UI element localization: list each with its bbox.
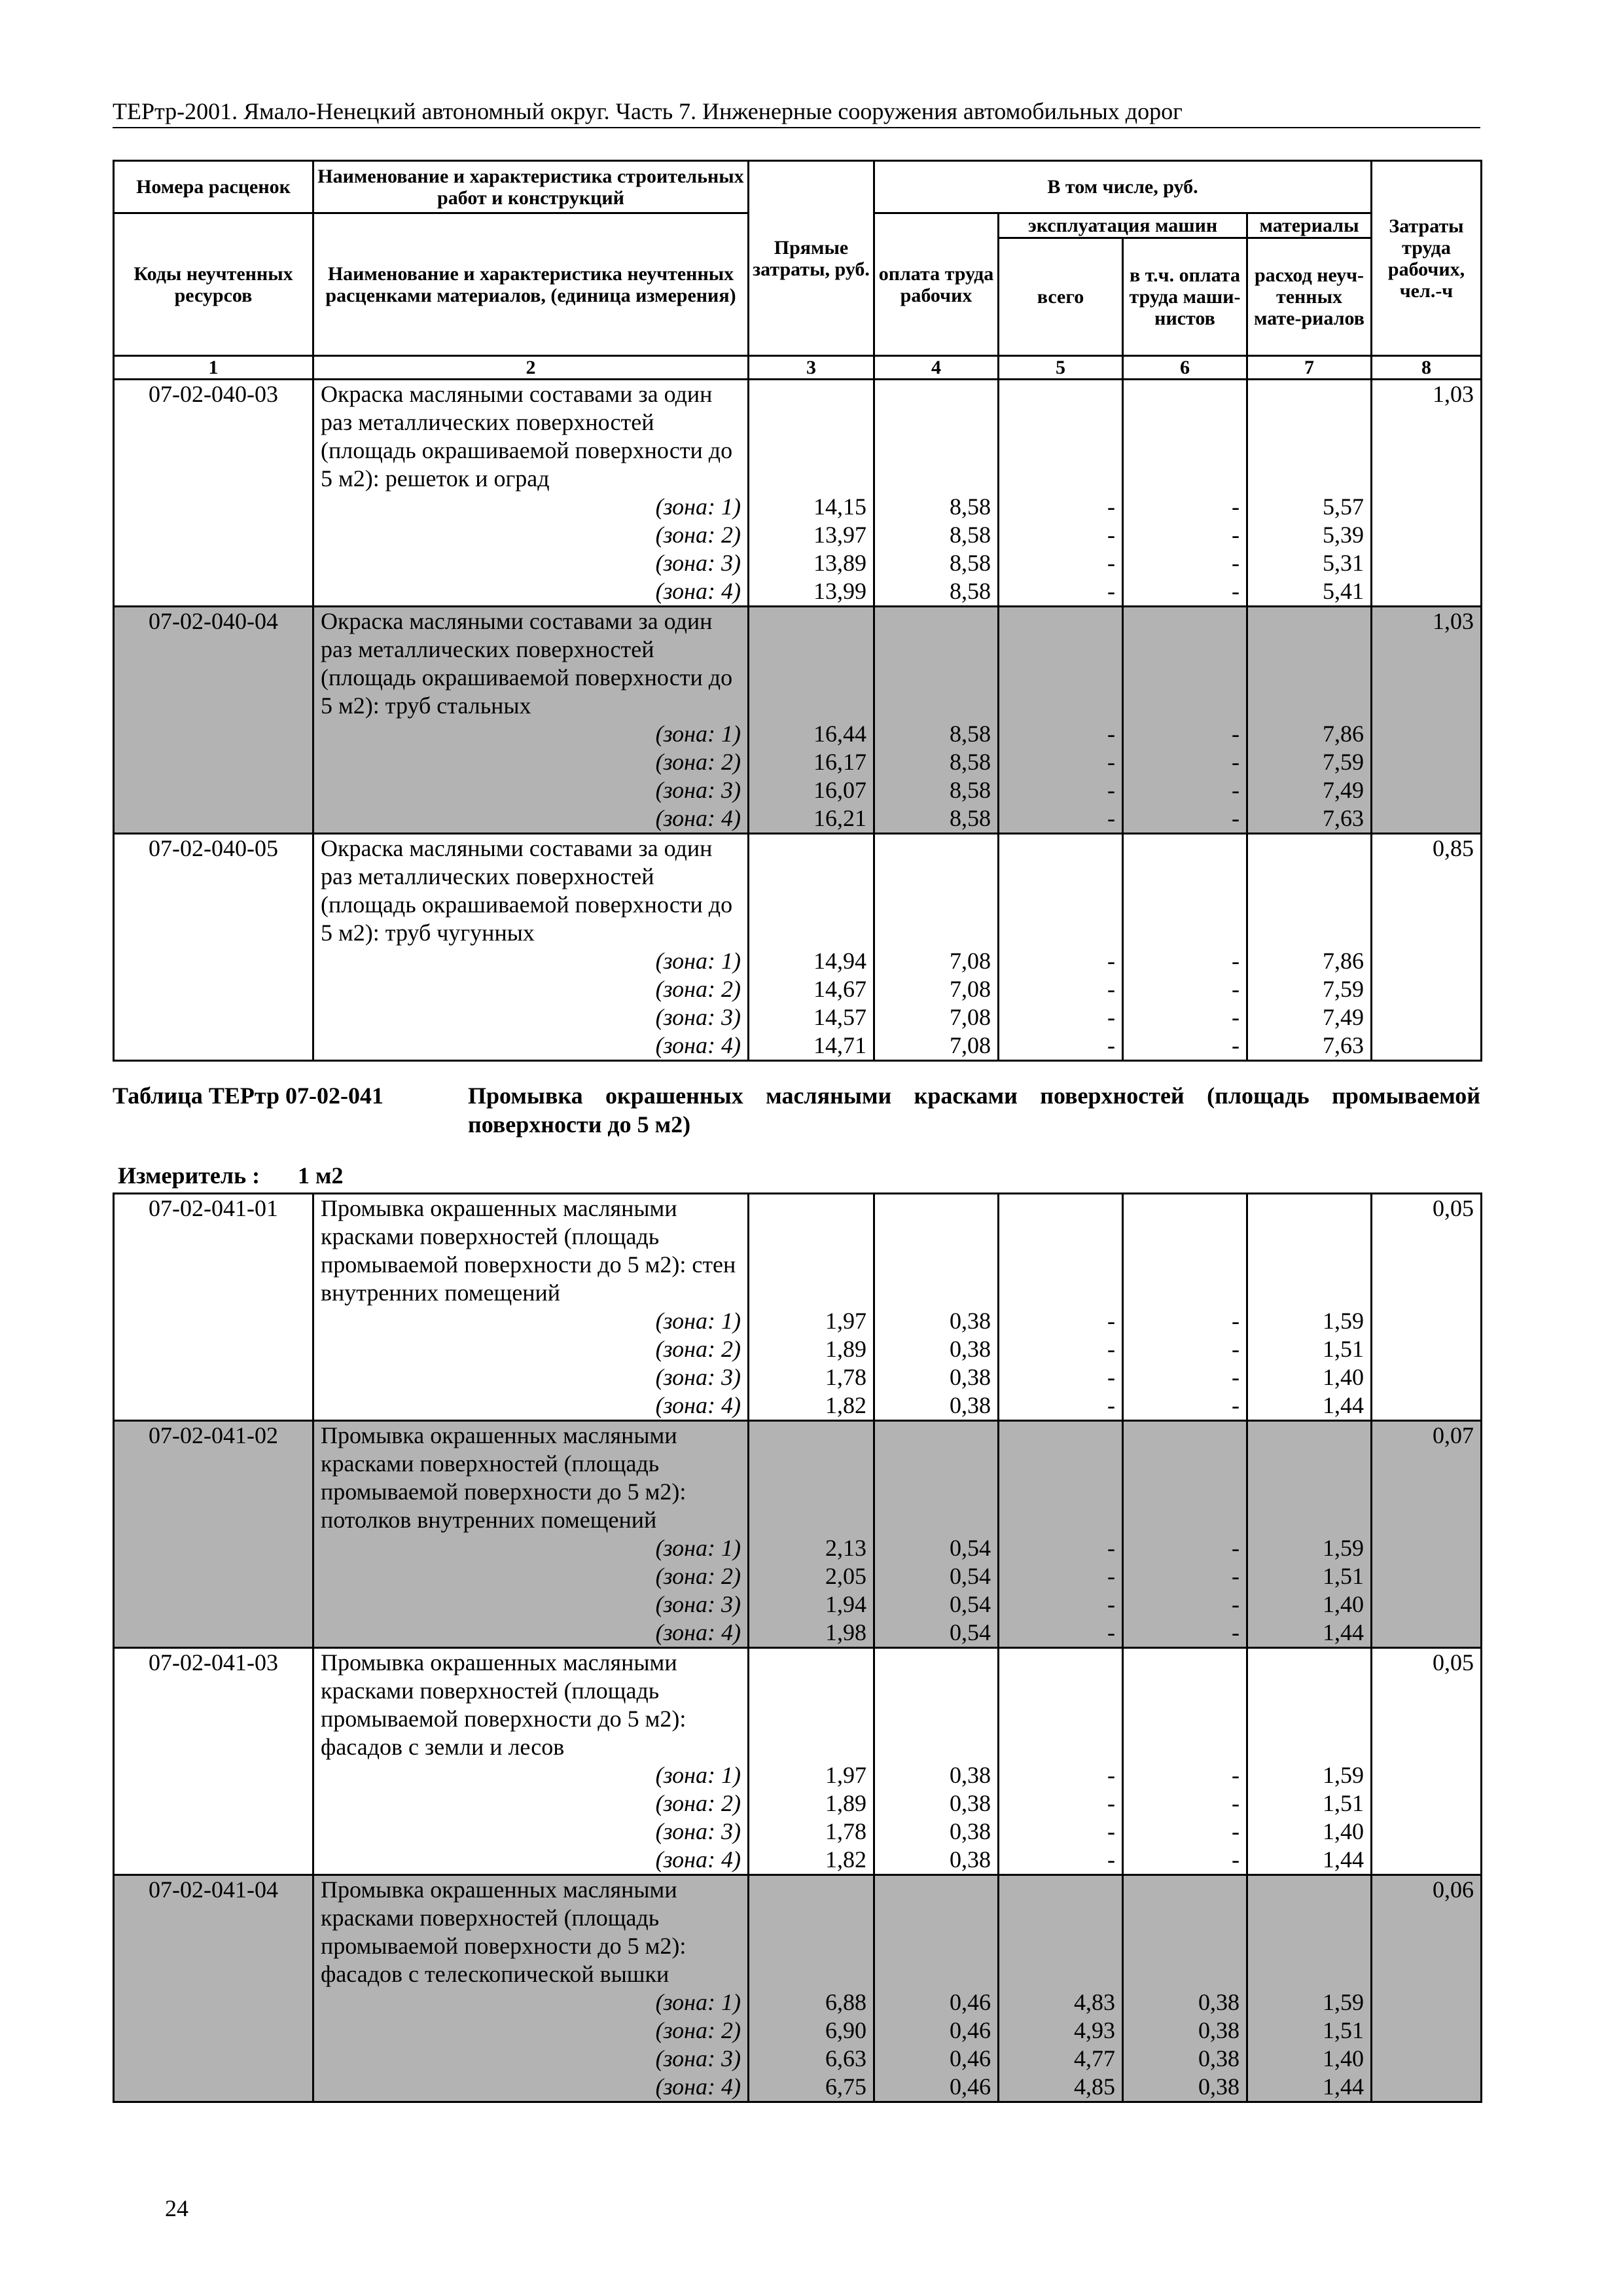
zone-label: (зона: 2) (655, 976, 741, 1002)
direct-costs-value: 1,89 (825, 1336, 866, 1362)
machinist-pay-value: - (1232, 1790, 1240, 1816)
machines-total (999, 1648, 1123, 1875)
worker-pay-value: 0,46 (950, 2045, 991, 2072)
materials-value: 1,44 (1323, 1619, 1364, 1645)
materials-value: 5,39 (1323, 522, 1364, 548)
machinist-pay-value: - (1232, 1392, 1240, 1418)
machinist-pay-value: - (1232, 578, 1240, 604)
worker-pay-value: 0,38 (950, 1762, 991, 1788)
materials-value: 5,57 (1323, 493, 1364, 520)
direct-costs-value: 14,15 (813, 493, 866, 520)
worker-pay (874, 380, 999, 607)
zone-label: (зона: 4) (655, 578, 741, 604)
rate-code-value: 07-02-040-05 (149, 835, 278, 861)
machinist-pay-value: - (1232, 948, 1240, 974)
zone-label: (зона: 1) (655, 1989, 741, 2015)
direct-costs-value: 2,05 (825, 1563, 866, 1589)
labor-costs (1372, 1875, 1482, 2102)
machines-total (999, 1875, 1123, 2102)
zone-label: (зона: 1) (655, 1308, 741, 1334)
zone-label: (зона: 2) (655, 1563, 741, 1589)
rate-code-value: 07-02-041-02 (149, 1422, 278, 1448)
zone-label: (зона: 1) (655, 1762, 741, 1788)
worker-pay (874, 834, 999, 1061)
materials-value: 1,40 (1323, 1818, 1364, 1844)
worker-pay-value: 0,46 (950, 1989, 991, 2015)
labor-costs (1372, 1421, 1482, 1648)
materials-value: 1,59 (1323, 1762, 1364, 1788)
direct-costs-value: 1,98 (825, 1619, 866, 1645)
machines-total-value: - (1107, 1535, 1115, 1561)
rate-code-value: 07-02-041-03 (149, 1649, 278, 1676)
materials-value: 7,59 (1323, 749, 1364, 775)
machinist-pay-value: - (1232, 777, 1240, 803)
col-labor-header: Затраты труда рабочих, чел.-ч (1372, 161, 1482, 356)
worker-pay (874, 607, 999, 834)
zone-label: (зона: 2) (655, 749, 741, 775)
machines-total-value: - (1107, 805, 1115, 831)
col-machines-total-header: всего (999, 238, 1123, 356)
section-table-label: Таблица ТЕРтр 07-02-041 (113, 1083, 384, 1109)
direct-costs-value: 16,07 (813, 777, 866, 803)
col-nomera-header: Номера расценок (114, 161, 313, 213)
col-codes-header: Коды неучтенных ресурсов (114, 213, 313, 356)
direct-costs-value: 1,78 (825, 1818, 866, 1844)
machinist-pay (1123, 1194, 1247, 1421)
worker-pay-value: 8,58 (950, 493, 991, 520)
direct-costs-value: 6,75 (825, 2073, 866, 2100)
machinist-pay-value: - (1232, 1818, 1240, 1844)
direct-costs-value: 1,94 (825, 1591, 866, 1617)
direct-costs-value: 1,89 (825, 1790, 866, 1816)
direct-costs-value: 14,57 (813, 1004, 866, 1030)
machinist-pay-value: - (1232, 1032, 1240, 1058)
materials (1247, 380, 1372, 607)
meter-label: Измеритель : (118, 1162, 260, 1189)
materials-value: 1,44 (1323, 1846, 1364, 1873)
worker-pay-value: 0,54 (950, 1535, 991, 1561)
materials-value: 7,86 (1323, 948, 1364, 974)
materials (1247, 607, 1372, 834)
zone-label: (зона: 2) (655, 1790, 741, 1816)
materials-value: 5,31 (1323, 550, 1364, 576)
direct-costs-value: 1,82 (825, 1392, 866, 1418)
worker-pay-value: 8,58 (950, 805, 991, 831)
machines-total-value: - (1107, 522, 1115, 548)
zone-label: (зона: 4) (655, 1032, 741, 1058)
rate-row (114, 1875, 1482, 2102)
worker-pay (874, 1421, 999, 1648)
page-number: 24 (165, 2195, 188, 2221)
machines-total-value: - (1107, 1004, 1115, 1030)
machines-total (999, 1194, 1123, 1421)
rate-row (114, 1194, 1482, 1421)
worker-pay-value: 8,58 (950, 578, 991, 604)
rate-code-value: 07-02-041-04 (149, 1876, 278, 1903)
machinist-pay-value: - (1232, 805, 1240, 831)
machines-total (999, 607, 1123, 834)
rate-name (313, 1194, 749, 1421)
worker-pay-value: 8,58 (950, 550, 991, 576)
rate-row (114, 1421, 1482, 1648)
direct-costs (749, 607, 874, 834)
meter-line (118, 1161, 344, 1190)
machines-total-value: - (1107, 578, 1115, 604)
zone-label: (зона: 4) (655, 1846, 741, 1873)
rate-name (313, 607, 749, 834)
materials-value: 7,63 (1323, 805, 1364, 831)
rate-row (114, 607, 1482, 834)
materials-value: 7,49 (1323, 1004, 1364, 1030)
materials-value: 1,40 (1323, 1591, 1364, 1617)
page-header: ТЕРтр-2001. Ямало-Ненецкий автономный округ. Часть 7. Инженерные сооружения автомобильных дорог (113, 97, 1480, 128)
rates-table-041 (113, 1193, 1482, 2103)
direct-costs-value: 14,94 (813, 948, 866, 974)
worker-pay-value: 8,58 (950, 749, 991, 775)
direct-costs-value: 6,63 (825, 2045, 866, 2072)
machines-total-value: - (1107, 1336, 1115, 1362)
zone-label: (зона: 3) (655, 1364, 741, 1390)
rate-code (114, 834, 313, 1061)
machines-total-value: - (1107, 1818, 1115, 1844)
machinist-pay-value: - (1232, 1004, 1240, 1030)
machines-total-value: - (1107, 1619, 1115, 1645)
rate-name (313, 1421, 749, 1648)
direct-costs-value: 1,97 (825, 1762, 866, 1788)
rate-description: Промывка окрашенных масляными красками поверхностей (площадь промываемой поверхности до 5 м2): фасадов с телескопической вышки (321, 1876, 687, 1987)
materials-value: 1,44 (1323, 1392, 1364, 1418)
rate-description: Промывка окрашенных масляными красками поверхностей (площадь промываемой поверхности до 5 м2): стен внутренних помещений (321, 1195, 736, 1306)
rate-code (114, 380, 313, 607)
zone-label: (зона: 2) (655, 1336, 741, 1362)
worker-pay (874, 1875, 999, 2102)
machinist-pay-value: - (1232, 1535, 1240, 1561)
rate-code-value: 07-02-040-03 (149, 381, 278, 407)
materials-value: 7,63 (1323, 1032, 1364, 1058)
zone-label: (зона: 3) (655, 2045, 741, 2072)
materials-value: 1,59 (1323, 1535, 1364, 1561)
materials-value: 7,49 (1323, 777, 1364, 803)
machinist-pay-value: - (1232, 1336, 1240, 1362)
zone-label: (зона: 3) (655, 550, 741, 576)
materials-value: 1,44 (1323, 2073, 1364, 2100)
labor-costs (1372, 380, 1482, 607)
direct-costs-value: 1,82 (825, 1846, 866, 1873)
materials-value: 1,40 (1323, 1364, 1364, 1390)
rates-table-040 (113, 160, 1482, 1062)
machines-total-value: 4,85 (1074, 2073, 1115, 2100)
materials-value: 5,41 (1323, 578, 1364, 604)
rate-name (313, 1875, 749, 2102)
rate-row (114, 380, 1482, 607)
machinist-pay-value: 0,38 (1198, 2017, 1240, 2043)
direct-costs-value: 16,21 (813, 805, 866, 831)
zone-label: (зона: 1) (655, 493, 741, 520)
rate-code (114, 1194, 313, 1421)
rate-code-value: 07-02-040-04 (149, 608, 278, 634)
materials (1247, 834, 1372, 1061)
col-pay-header: оплата труда рабочих (874, 213, 999, 356)
machines-total-value: - (1107, 1308, 1115, 1334)
materials (1247, 1875, 1372, 2102)
direct-costs-value: 6,90 (825, 2017, 866, 2043)
worker-pay-value: 0,54 (950, 1591, 991, 1617)
direct-costs-value: 14,71 (813, 1032, 866, 1058)
direct-costs (749, 1648, 874, 1875)
worker-pay (874, 1194, 999, 1421)
zone-label: (зона: 4) (655, 2073, 741, 2100)
direct-costs (749, 1421, 874, 1648)
col-name2-header: Наименование и характеристика неучтенных расценками материалов, (единица измерения) (313, 213, 749, 356)
materials-value: 1,51 (1323, 1790, 1364, 1816)
rate-row (114, 1648, 1482, 1875)
zone-label: (зона: 1) (655, 721, 741, 747)
col-num-7: 7 (1247, 356, 1372, 380)
direct-costs-value: 2,13 (825, 1535, 866, 1561)
labor-costs (1372, 1648, 1482, 1875)
direct-costs-value: 13,89 (813, 550, 866, 576)
machinist-pay-value: - (1232, 1563, 1240, 1589)
worker-pay-value: 7,08 (950, 1032, 991, 1058)
col-num-2: 2 (313, 356, 749, 380)
zone-label: (зона: 4) (655, 805, 741, 831)
direct-costs-value: 13,97 (813, 522, 866, 548)
machines-total-value: - (1107, 948, 1115, 974)
machinist-pay (1123, 1875, 1247, 2102)
worker-pay-value: 0,46 (950, 2073, 991, 2100)
rate-row (114, 834, 1482, 1061)
machinist-pay-value: - (1232, 1308, 1240, 1334)
machines-total (999, 834, 1123, 1061)
machinist-pay (1123, 1648, 1247, 1875)
col-num-5: 5 (999, 356, 1123, 380)
worker-pay-value: 0,38 (950, 1336, 991, 1362)
direct-costs (749, 1194, 874, 1421)
zone-label: (зона: 2) (655, 2017, 741, 2043)
worker-pay-value: 8,58 (950, 721, 991, 747)
machinist-pay-value: - (1232, 1762, 1240, 1788)
worker-pay-value: 7,08 (950, 1004, 991, 1030)
machines-total-value: - (1107, 721, 1115, 747)
rate-code (114, 1875, 313, 2102)
section-title: Промывка окрашенных масляными красками поверхностей (площадь промываемой поверхности до 5 м2) (468, 1083, 1480, 1138)
worker-pay-value: 0,38 (950, 1392, 991, 1418)
direct-costs-value: 14,67 (813, 976, 866, 1002)
machines-total-value: - (1107, 493, 1115, 520)
rate-code (114, 1421, 313, 1648)
col-direct-header: Прямые затраты, руб. (749, 161, 874, 356)
direct-costs-value: 16,44 (813, 721, 866, 747)
machines-total-value: - (1107, 1591, 1115, 1617)
labor-costs-value: 1,03 (1433, 608, 1474, 634)
rate-description: Промывка окрашенных масляными красками поверхностей (площадь промываемой поверхности до 5 м2): потолков внутренних помещений (321, 1422, 687, 1533)
zone-label: (зона: 3) (655, 1818, 741, 1844)
rate-description: Окраска масляными составами за один раз металлических поверхностей (площадь окрашиваемой поверхности до 5 м2): труб чугунных (321, 835, 733, 946)
col-machines-header: эксплуатация машин (999, 213, 1247, 238)
direct-costs-value: 1,78 (825, 1364, 866, 1390)
zone-label: (зона: 1) (655, 948, 741, 974)
machinist-pay (1123, 1421, 1247, 1648)
col-name-header: Наименование и характеристика строительных работ и конструкций (313, 161, 749, 213)
col-num-8: 8 (1372, 356, 1482, 380)
labor-costs (1372, 1194, 1482, 1421)
machines-total (999, 1421, 1123, 1648)
labor-costs (1372, 834, 1482, 1061)
machines-total-value: 4,93 (1074, 2017, 1115, 2043)
machines-total-value: - (1107, 976, 1115, 1002)
col-num-1: 1 (114, 356, 313, 380)
col-material-usage-header: расход неуч-тенных мате-риалов (1247, 238, 1372, 356)
machines-total-value: 4,77 (1074, 2045, 1115, 2072)
machinist-pay-value: 0,38 (1198, 2073, 1240, 2100)
machines-total-value: - (1107, 1846, 1115, 1873)
direct-costs-value: 1,97 (825, 1308, 866, 1334)
labor-costs-value: 0,05 (1433, 1649, 1474, 1676)
worker-pay-value: 0,38 (950, 1790, 991, 1816)
machines-total-value: - (1107, 1032, 1115, 1058)
machinist-pay-value: - (1232, 976, 1240, 1002)
zone-label: (зона: 1) (655, 1535, 741, 1561)
zone-label: (зона: 3) (655, 1004, 741, 1030)
worker-pay-value: 7,08 (950, 976, 991, 1002)
zone-label: (зона: 4) (655, 1619, 741, 1645)
machinist-pay-value: 0,38 (1198, 1989, 1240, 2015)
machinist-pay-value: - (1232, 522, 1240, 548)
machinist-pay-value: - (1232, 493, 1240, 520)
rate-code (114, 1648, 313, 1875)
materials (1247, 1421, 1372, 1648)
labor-costs-value: 0,07 (1433, 1422, 1474, 1448)
col-num-3: 3 (749, 356, 874, 380)
machinist-pay-value: - (1232, 1619, 1240, 1645)
col-materials-header: материалы (1247, 213, 1372, 238)
meter-value: 1 м2 (298, 1162, 344, 1189)
machinist-pay-value: 0,38 (1198, 2045, 1240, 2072)
machinist-pay (1123, 834, 1247, 1061)
machinist-pay-value: - (1232, 721, 1240, 747)
worker-pay-value: 0,38 (950, 1364, 991, 1390)
machines-total-value: - (1107, 550, 1115, 576)
machines-total-value: - (1107, 777, 1115, 803)
machines-total-value: - (1107, 1364, 1115, 1390)
rate-name (313, 380, 749, 607)
worker-pay-value: 8,58 (950, 777, 991, 803)
zone-label: (зона: 2) (655, 522, 741, 548)
materials-value: 1,51 (1323, 1336, 1364, 1362)
machinist-pay-value: - (1232, 550, 1240, 576)
materials-value: 7,59 (1323, 976, 1364, 1002)
machines-total-value: 4,83 (1074, 1989, 1115, 2015)
machines-total-value: - (1107, 1563, 1115, 1589)
rate-description: Окраска масляными составами за один раз металлических поверхностей (площадь окрашиваемой поверхности до 5 м2): решеток и оград (321, 381, 733, 492)
direct-costs (749, 834, 874, 1061)
worker-pay-value: 0,54 (950, 1563, 991, 1589)
materials-value: 1,59 (1323, 1989, 1364, 2015)
col-including-header: В том числе, руб. (874, 161, 1372, 213)
materials (1247, 1648, 1372, 1875)
materials-value: 1,51 (1323, 2017, 1364, 2043)
direct-costs-value: 16,17 (813, 749, 866, 775)
materials-value: 1,51 (1323, 1563, 1364, 1589)
machines-total-value: - (1107, 1392, 1115, 1418)
direct-costs-value: 6,88 (825, 1989, 866, 2015)
rate-description: Окраска масляными составами за один раз металлических поверхностей (площадь окрашиваемой поверхности до 5 м2): труб стальных (321, 608, 733, 719)
rate-name (313, 1648, 749, 1875)
worker-pay-value: 0,54 (950, 1619, 991, 1645)
worker-pay-value: 8,58 (950, 522, 991, 548)
labor-costs (1372, 607, 1482, 834)
direct-costs (749, 380, 874, 607)
worker-pay-value: 0,38 (950, 1818, 991, 1844)
machines-total-value: - (1107, 1790, 1115, 1816)
zone-label: (зона: 3) (655, 1591, 741, 1617)
rate-name (313, 834, 749, 1061)
zone-label: (зона: 4) (655, 1392, 741, 1418)
machines-total-value: - (1107, 1762, 1115, 1788)
labor-costs-value: 0,05 (1433, 1195, 1474, 1221)
worker-pay-value: 0,38 (950, 1308, 991, 1334)
machinist-pay-value: - (1232, 749, 1240, 775)
materials-value: 1,40 (1323, 2045, 1364, 2072)
worker-pay-value: 0,38 (950, 1846, 991, 1873)
materials-value: 7,86 (1323, 721, 1364, 747)
machinist-pay-value: - (1232, 1364, 1240, 1390)
worker-pay (874, 1648, 999, 1875)
rate-code (114, 607, 313, 834)
materials-value: 1,59 (1323, 1308, 1364, 1334)
machines-total-value: - (1107, 749, 1115, 775)
col-num-4: 4 (874, 356, 999, 380)
machinist-pay (1123, 607, 1247, 834)
machinist-pay-value: - (1232, 1591, 1240, 1617)
machinist-pay (1123, 380, 1247, 607)
machines-total (999, 380, 1123, 607)
worker-pay-value: 0,46 (950, 2017, 991, 2043)
rate-description: Промывка окрашенных масляными красками поверхностей (площадь промываемой поверхности до 5 м2): фасадов с земли и лесов (321, 1649, 687, 1760)
rate-code-value: 07-02-041-01 (149, 1195, 278, 1221)
labor-costs-value: 1,03 (1433, 381, 1474, 407)
materials (1247, 1194, 1372, 1421)
worker-pay-value: 7,08 (950, 948, 991, 974)
direct-costs (749, 1875, 874, 2102)
direct-costs-value: 13,99 (813, 578, 866, 604)
machinist-pay-value: - (1232, 1846, 1240, 1873)
labor-costs-value: 0,06 (1433, 1876, 1474, 1903)
labor-costs-value: 0,85 (1433, 835, 1474, 861)
zone-label: (зона: 3) (655, 777, 741, 803)
col-num-6: 6 (1123, 356, 1247, 380)
col-machinist-pay-header: в т.ч. оплата труда маши-нистов (1123, 238, 1247, 356)
